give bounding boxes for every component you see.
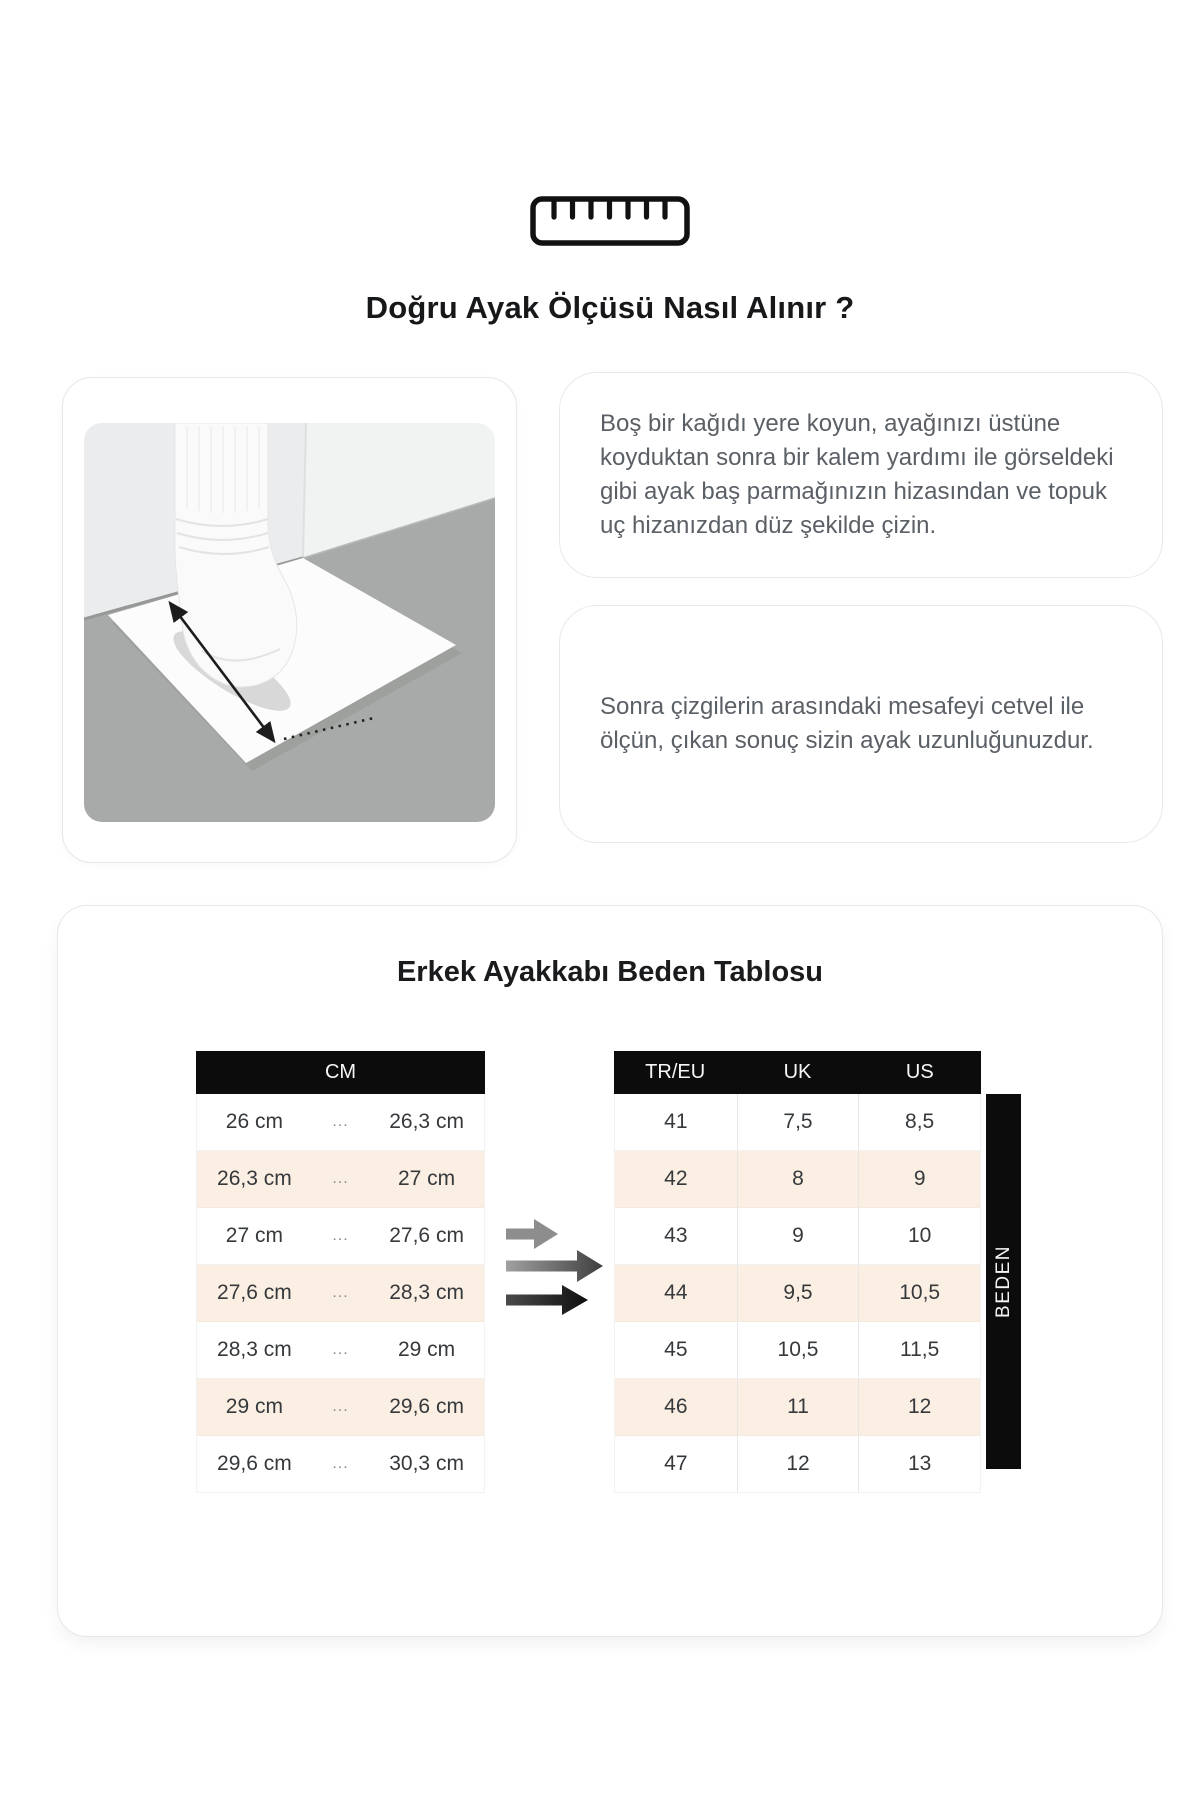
cm-to-cell: 29 cm [397, 1338, 456, 1361]
size-table-header-us: US [905, 1061, 934, 1083]
size-cell: 8 [737, 1151, 859, 1207]
cm-to-cell: 30,3 cm [389, 1452, 464, 1475]
size-table-row [615, 1265, 980, 1322]
size-table-row [615, 1379, 980, 1436]
size-cell: 42 [664, 1167, 688, 1190]
size-table-row [615, 1151, 980, 1208]
cm-from-cell: 28,3 cm [217, 1338, 292, 1361]
cm-table-row [197, 1322, 484, 1379]
cm-from-cell: 26 cm [225, 1110, 283, 1133]
instruction-step-1-text: Boş bir kağıdı yere koyun, ayağınızı üstüne koyduktan sonra bir kalem yardımı ile görseldeki gibi ayak baş parmağınızın hizasından ve topuk uç hizanızdan düz şekilde çizin. [600, 410, 1114, 539]
cm-to-cell: 27 cm [397, 1167, 456, 1190]
instruction-step-2-text: Sonra çizgilerin arasındaki mesafeyi cetvel ile ölçün, çıkan sonuç sizin ayak uzunluğunuzdur. [600, 693, 1094, 754]
size-cell: 44 [664, 1281, 688, 1304]
size-cell: 45 [664, 1338, 688, 1361]
cm-separator: ... [332, 1170, 349, 1187]
cm-separator: ... [332, 1284, 349, 1301]
cm-table-row [197, 1208, 484, 1265]
size-table-row [615, 1208, 980, 1265]
size-cell: 12 [858, 1379, 980, 1435]
cm-table-row [197, 1151, 484, 1208]
cm-table-row [197, 1436, 484, 1493]
cm-separator: ... [332, 1113, 349, 1130]
size-cell: 9 [737, 1208, 859, 1264]
size-cell: 10 [858, 1208, 980, 1264]
size-cell: 43 [664, 1224, 688, 1247]
size-table-card [57, 905, 1163, 1637]
size-table-header-treu: TR/EU [645, 1061, 706, 1083]
measure-guide-header [57, 196, 1163, 251]
cm-separator: ... [332, 1455, 349, 1472]
size-table-body [614, 1094, 981, 1493]
size-cell: 10,5 [737, 1322, 859, 1378]
cm-table [196, 1051, 485, 1493]
instruction-step-2 [559, 605, 1163, 843]
size-cell: 11 [737, 1379, 859, 1435]
cm-to-cell: 27,6 cm [389, 1224, 464, 1247]
size-cell: 10,5 [858, 1265, 980, 1321]
size-cell: 47 [664, 1452, 688, 1475]
cm-table-row [197, 1379, 484, 1436]
size-table-row [615, 1436, 980, 1493]
size-table-header-uk: UK [783, 1061, 812, 1083]
size-cell: 8,5 [858, 1094, 980, 1150]
cm-separator: ... [332, 1398, 349, 1415]
size-cell: 9,5 [737, 1265, 859, 1321]
page-title: Doğru Ayak Ölçüsü Nasıl Alınır ? [365, 290, 855, 325]
cm-to-cell: 29,6 cm [389, 1395, 464, 1418]
transfer-arrows-icon [506, 1214, 606, 1319]
cm-table-row [197, 1265, 484, 1322]
size-table-title: Erkek Ayakkabı Beden Tablosu [396, 956, 824, 988]
cm-from-cell: 29 cm [225, 1395, 283, 1418]
size-table-header-row [614, 1051, 981, 1094]
foot-photo-card [62, 377, 517, 863]
size-cell: 9 [858, 1151, 980, 1207]
cm-to-cell: 26,3 cm [389, 1110, 464, 1133]
size-table-row [615, 1094, 980, 1151]
cm-separator: ... [332, 1341, 349, 1358]
instruction-step-1 [559, 372, 1163, 578]
cm-table-body [196, 1094, 485, 1493]
cm-from-cell: 27 cm [225, 1224, 283, 1247]
size-cell: 7,5 [737, 1094, 859, 1150]
beden-label: BEDEN [992, 1245, 1014, 1318]
ruler-icon [530, 196, 690, 251]
cm-separator: ... [332, 1227, 349, 1244]
cm-table-row [197, 1094, 484, 1151]
cm-from-cell: 29,6 cm [217, 1452, 292, 1475]
size-cell: 13 [858, 1436, 980, 1492]
size-table-row [615, 1322, 980, 1379]
size-cell: 41 [664, 1110, 688, 1133]
cm-table-header: CM [196, 1051, 485, 1094]
size-cell: 46 [664, 1395, 688, 1418]
cm-to-cell: 28,3 cm [389, 1281, 464, 1304]
cm-from-cell: 27,6 cm [217, 1281, 292, 1304]
beden-side-bar [986, 1094, 1021, 1469]
cm-from-cell: 26,3 cm [217, 1167, 292, 1190]
size-cell: 12 [737, 1436, 859, 1492]
foot-measurement-photo [84, 423, 495, 822]
international-size-table [614, 1051, 981, 1493]
size-cell: 11,5 [858, 1322, 980, 1378]
